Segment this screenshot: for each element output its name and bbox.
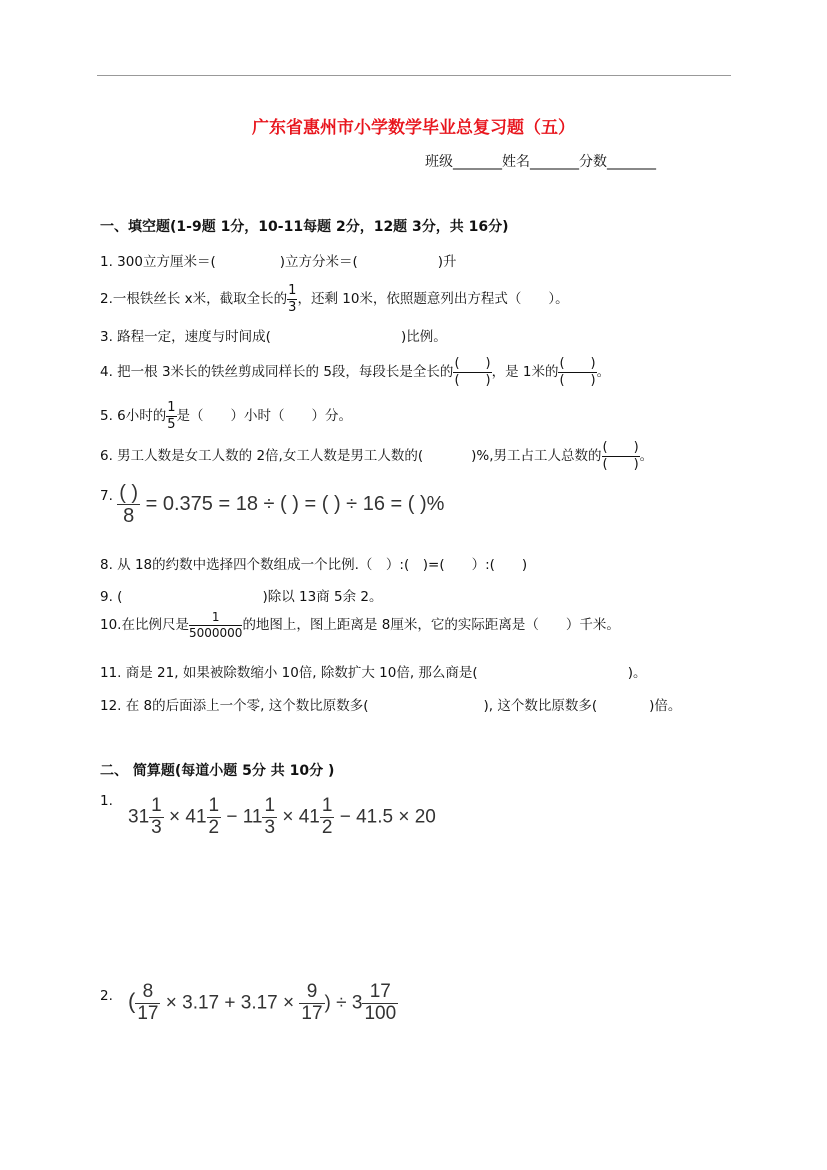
- ratio-equation: $\frac{( )}{8}$ = 0.375 = 18 ÷ ( ) = ( ) ÷ 16 = ( )%: [119, 482, 445, 527]
- question-11: 11. 商是 21, 如果被除数缩小 10倍, 除数扩大 10倍, 那么商是( )。: [100, 665, 647, 681]
- question-12: 12. 在 8的后面添上一个零, 这个数比原数多( ), 这个数比原数多( )倍。: [100, 698, 682, 714]
- question-3: 3. 路程一定，速度与时间成( )比例。: [100, 329, 447, 345]
- question-2: 2.一根铁丝长 x米，截取全长的 $\frac{1}{3}$ ，还剩 10米，依照题意列出方程式（ ）。: [100, 283, 569, 315]
- problem-1-label: 1.: [100, 793, 113, 809]
- question-10: 10.在比例尺是 $\frac{1}{5000000}$ 的地图上，图上距离是 8厘米，它的实际距离是（ ）千米。: [100, 610, 620, 640]
- student-info-line: 班级_______姓名_______分数_______: [425, 154, 656, 170]
- question-7: 7. $\frac{( )}{8}$ = 0.375 = 18 ÷ ( ) = ( ) ÷ 16 = ( )%: [100, 482, 445, 527]
- section-2-heading: 二、 简算题(每道小题 5分 共 10分 ): [100, 763, 335, 779]
- section-1-heading: 一、填空题(1-9题 1分，10-11每题 2分，12题 3分，共 16分): [100, 219, 509, 235]
- fraction-blank: $\frac{( )}{( )}$: [602, 440, 639, 472]
- question-9: 9. ( )除以 13商 5余 2。: [100, 589, 383, 605]
- problem-1-expression: 31 $\frac{1}{3}$ × 41 $\frac{1}{2}$ − 11 $\frac{1}{3}$ × 41 $\frac{1}{2}$ − 41.5 × 20: [128, 795, 436, 838]
- fraction: $\frac{1}{5}$: [167, 400, 176, 432]
- question-6: 6. 男工人数是女工人数的 2倍,女工人数是男工人数的( )%,男工占工人总数的 $\frac{( )}{( )}$ 。: [100, 440, 654, 472]
- fraction-blank: $\frac{( )}{( )}$: [454, 356, 491, 388]
- scale-fraction: $\frac{1}{5000000}$: [188, 610, 243, 640]
- question-4: 4. 把一根 3米长的铁丝剪成同样长的 5段，每段长是全长的 $\frac{( )}{( )}$ ，是 1米的 $\frac{( )}{( )}$ 。: [100, 356, 611, 388]
- header-rule: [97, 75, 731, 76]
- fraction: $\frac{1}{3}$: [288, 283, 297, 315]
- question-1: 1. 300立方厘米＝( )立方分米＝( )升: [100, 254, 457, 270]
- question-5: 5. 6小时的 $\frac{1}{5}$ 是（ ）小时（ ）分。: [100, 400, 353, 432]
- question-8: 8. 从 18的约数中选择四个数组成一个比例.（ ）:( )=( ）:( ): [100, 557, 528, 573]
- problem-2-expression: ( $\frac{8}{17}$ × 3.17 + 3.17 × $\frac{9}{17}$ ) ÷ 3 $\frac{17}{100}$: [128, 981, 397, 1024]
- page-title: 广东省惠州市小学数学毕业总复习题（五）: [252, 118, 575, 138]
- problem-2-label: 2.: [100, 988, 113, 1004]
- fraction-blank: $\frac{( )}{( )}$: [559, 356, 596, 388]
